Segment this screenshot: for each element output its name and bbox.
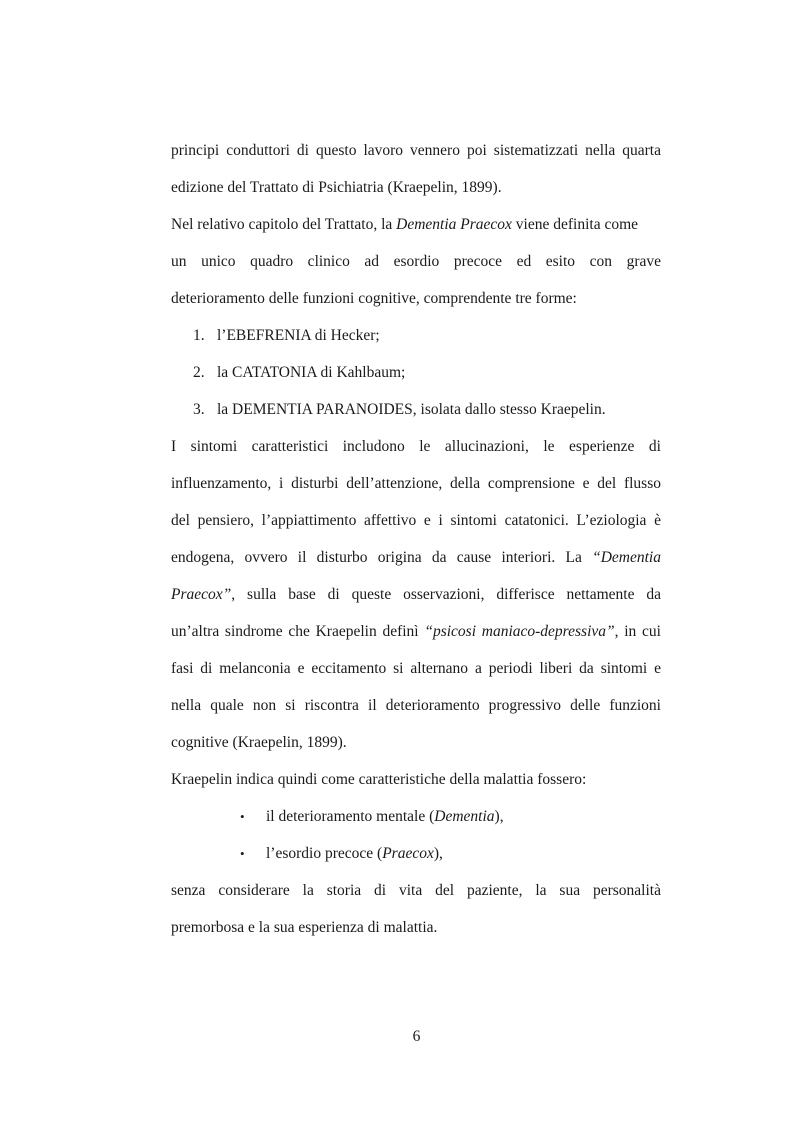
paragraph-3 — [171, 428, 661, 761]
paragraph-5 — [171, 872, 661, 946]
list-item-text: la DEMENTIA PARANOIDES, isolata dallo stesso Kraepelin. — [217, 401, 606, 418]
list-item — [171, 798, 661, 835]
numbered-list — [171, 317, 661, 428]
text-run: viene definita come — [511, 216, 639, 233]
text-line — [171, 539, 661, 576]
italic-term: “Dementia — [592, 549, 661, 566]
text-line: nella quale non si riscontra il deterioramento progressivo delle funzioni — [171, 697, 661, 714]
text-line: cognitive (Kraepelin, 1899). — [171, 734, 347, 751]
text-run: Nel relativo capitolo del Trattato, la — [171, 216, 397, 233]
list-item-text: l’EBEFRENIA di Hecker; — [217, 327, 380, 344]
text-line — [171, 613, 661, 650]
text-line: principi conduttori di questo lavoro vennero poi sistematizzati nella quarta — [171, 142, 661, 159]
italic-term: Dementia — [434, 808, 495, 825]
list-item — [171, 317, 661, 354]
paragraph-4 — [171, 761, 661, 798]
text-run: endogena, ovvero il disturbo origina da cause interiori. La — [171, 549, 593, 566]
text-run: l’esordio precoce ( — [266, 845, 383, 862]
paragraph-2 — [171, 206, 661, 317]
page-number: 6 — [412, 1028, 421, 1045]
text-line: I sintomi caratteristici includono le allucinazioni, le esperienze di — [171, 438, 661, 455]
text-line: del pensiero, l’appiattimento affettivo e i sintomi catatonici. L’eziologia è — [171, 512, 661, 529]
text-line: influenzamento, i disturbi dell’attenzione, della comprensione e del flusso — [171, 475, 661, 492]
italic-term: “psicosi maniaco-depressiva” — [424, 623, 615, 640]
text-line: fasi di melanconia e eccitamento si alternano a periodi liberi da sintomi e — [171, 660, 661, 677]
text-line: Kraepelin indica quindi come caratteristiche della malattia fossero: — [171, 771, 587, 788]
italic-term: Praecox” — [171, 586, 232, 603]
text-run: , in cui — [614, 623, 661, 640]
list-number: 3. — [193, 401, 205, 418]
list-item — [171, 391, 661, 428]
paragraph-1 — [171, 132, 661, 206]
list-number: 1. — [193, 327, 205, 344]
text-line: edizione del Trattato di Psichiatria (Kraepelin, 1899). — [171, 179, 502, 196]
text-line — [171, 206, 661, 243]
bullet-icon: • — [240, 809, 245, 824]
list-item — [171, 835, 661, 872]
text-line — [171, 576, 661, 613]
text-run: ), — [494, 808, 504, 825]
text-line: un unico quadro clinico ad esordio precoce ed esito con grave — [171, 253, 661, 270]
list-item-text: la CATATONIA di Kahlbaum; — [217, 364, 406, 381]
list-item — [171, 354, 661, 391]
text-line: senza considerare la storia di vita del paziente, la sua personalità — [171, 882, 661, 899]
text-line: deterioramento delle funzioni cognitive, comprendente tre forme: — [171, 290, 577, 307]
italic-term: Praecox — [382, 845, 434, 862]
text-run: ), — [433, 845, 443, 862]
text-run: il deterioramento mentale ( — [266, 808, 435, 825]
italic-term: Dementia Praecox — [396, 216, 512, 233]
text-run: , sulla base di queste osservazioni, differisce nettamente da — [231, 586, 661, 603]
text-run: un’altra sindrome che Kraepelin definì — [171, 623, 425, 640]
list-number: 2. — [193, 364, 205, 381]
bullet-list — [171, 798, 661, 872]
document-body — [171, 132, 661, 946]
text-line: premorbosa e la sua esperienza di malattia. — [171, 919, 438, 936]
bullet-icon: • — [240, 846, 245, 861]
